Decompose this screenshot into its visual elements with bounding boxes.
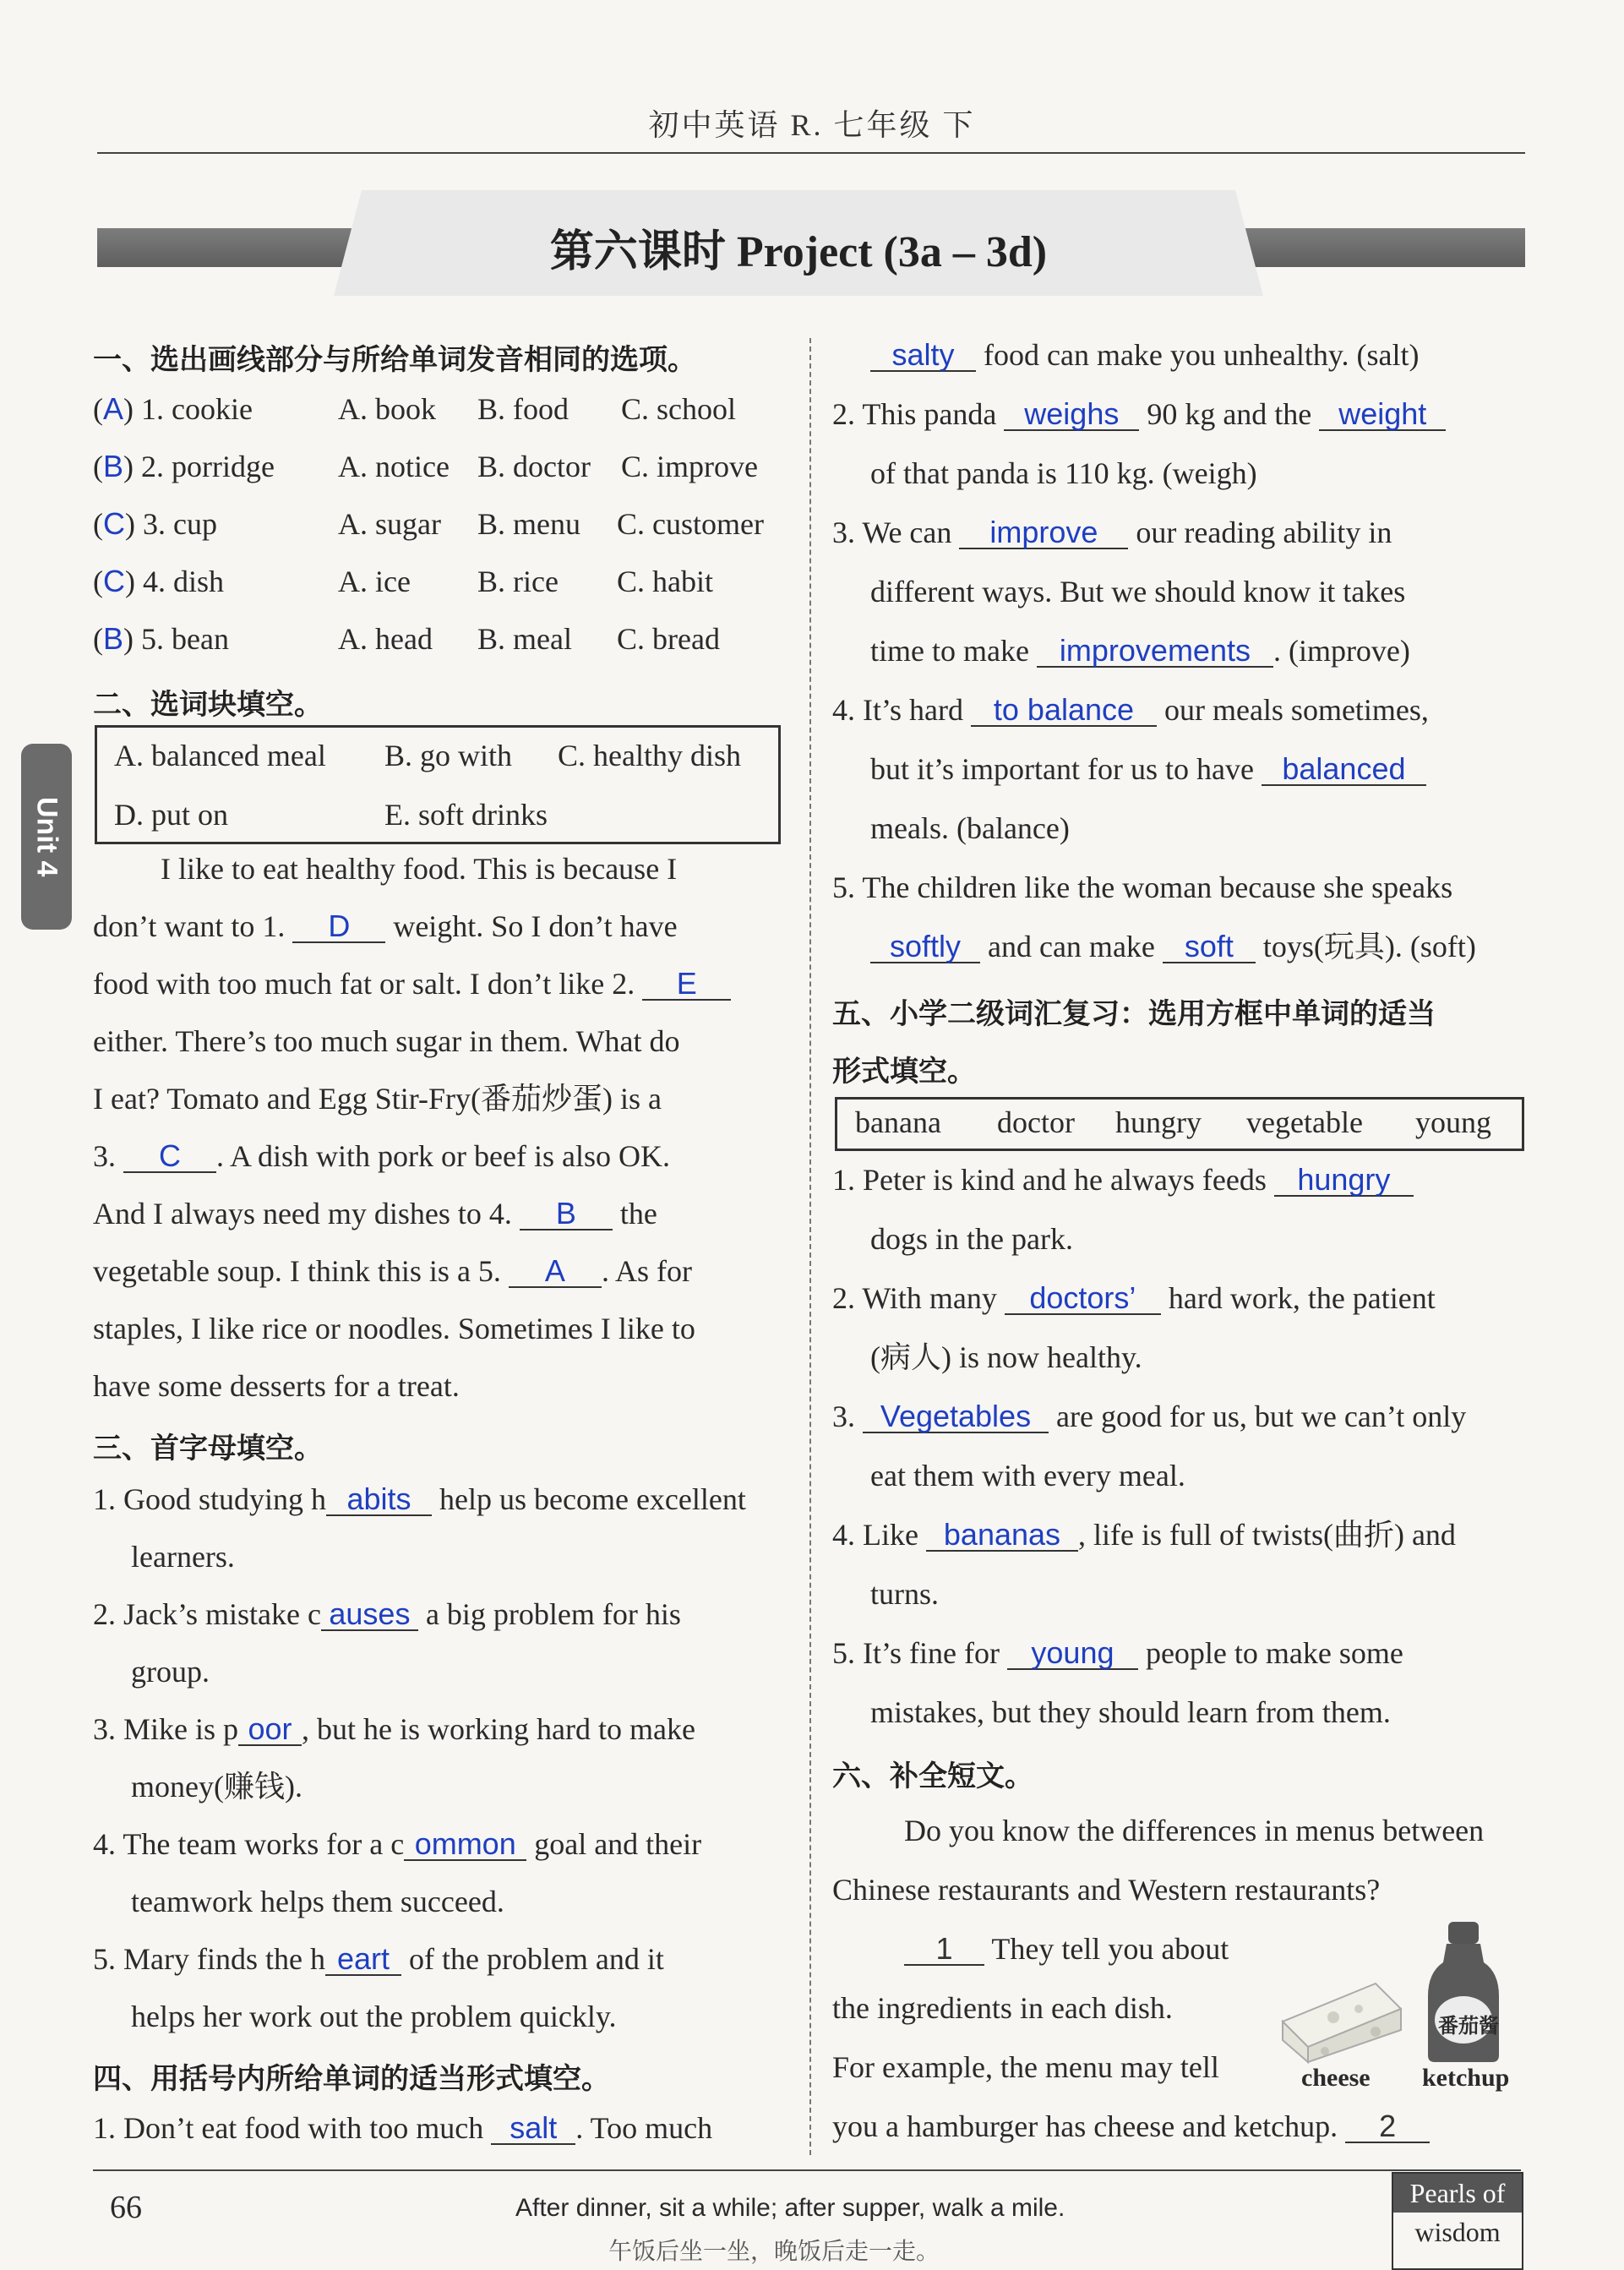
text: 3.: [93, 1139, 116, 1173]
text: And I always need my dishes to 4.: [93, 1197, 512, 1230]
q-word: dish: [173, 565, 225, 598]
blank[interactable]: [123, 1138, 216, 1173]
blank[interactable]: [238, 1711, 302, 1746]
pearls-badge: [1392, 2172, 1523, 2270]
s5-q4-cont: turns.: [870, 1577, 939, 1611]
passage-line: [93, 965, 731, 1002]
text: 4. The team works for a c: [93, 1827, 405, 1861]
bank-e: E. soft drinks: [384, 798, 548, 832]
blank[interactable]: [971, 692, 1157, 727]
s5-q1-cont: dogs in the park.: [870, 1222, 1073, 1256]
text: 2. Jack’s mistake c: [93, 1597, 321, 1631]
blank[interactable]: [1274, 1162, 1414, 1197]
passage-line: staples, I like rice or noodles. Sometimes I like to: [93, 1312, 695, 1345]
text: 1. Don’t eat food with too much: [93, 2111, 484, 2145]
answer: A: [103, 391, 124, 426]
text: weight. So I don’t have: [393, 909, 678, 943]
bank-d: D. put on: [114, 798, 228, 832]
bank-c: C. healthy dish: [558, 739, 741, 772]
text: 4. It’s hard: [832, 693, 963, 727]
badge-bottom: wisdom: [1414, 2217, 1501, 2247]
text: a big problem for his: [425, 1597, 681, 1631]
blank[interactable]: [1004, 396, 1139, 431]
answer: C: [103, 564, 125, 598]
unit-tab: Unit 4: [21, 744, 72, 930]
option-a: A. sugar: [338, 507, 441, 541]
header-rule: [97, 152, 1525, 154]
answer: B: [555, 1196, 576, 1230]
phonetics-row: (B) 5. bean: [93, 621, 229, 656]
blank[interactable]: [1037, 633, 1273, 668]
s3-q4-cont: teamwork helps them succeed.: [131, 1885, 504, 1918]
phonetics-row: (B) 2. porridge: [93, 449, 275, 483]
answer: to balance: [993, 692, 1135, 727]
answer: improve: [989, 515, 1098, 549]
text: and can make: [988, 930, 1155, 963]
answer: C: [159, 1138, 181, 1173]
blank[interactable]: [491, 2110, 575, 2145]
s5-q2-cont: (病人) is now healthy.: [870, 1340, 1142, 1374]
s4-q5: 5. The children like the woman because she speaks: [832, 870, 1453, 904]
option-c: C. school: [621, 392, 737, 426]
answer: abits: [346, 1482, 411, 1516]
blank[interactable]: [520, 1198, 613, 1230]
footer-rule: [93, 2169, 1521, 2171]
answer: E: [676, 966, 697, 1001]
answer: doctors’: [1029, 1280, 1136, 1315]
text: 5. Mary finds the h: [93, 1942, 325, 1976]
s4-q3-cont: different ways. But we should know it takes: [870, 575, 1406, 608]
s6-line: Do you know the differences in menus between: [904, 1814, 1485, 1847]
text: are good for us, but we can’t only: [1056, 1400, 1467, 1433]
text: . (improve): [1272, 634, 1410, 668]
text: goal and their: [534, 1827, 702, 1861]
blank[interactable]: [926, 1517, 1078, 1552]
text: 1. Peter is kind and he always feeds: [832, 1163, 1267, 1197]
answer: bananas: [943, 1517, 1061, 1552]
text: time to make: [870, 634, 1029, 668]
s4-q1: [93, 2109, 712, 2147]
s4-q1-cont: [870, 336, 1420, 374]
text: . A dish with pork or beef is also OK.: [216, 1139, 670, 1173]
answer: B: [103, 449, 124, 483]
s6-line: [832, 2108, 1430, 2145]
blank[interactable]: [325, 1941, 401, 1976]
option-a: A. book: [338, 392, 436, 426]
banner-bar-right: [1229, 228, 1525, 267]
s5-q3: [832, 1398, 1466, 1435]
phonetics-row: (C) 3. cup: [93, 506, 217, 541]
s3-q5-cont: helps her work out the problem quickly.: [131, 2000, 617, 2033]
q-word: cup: [173, 507, 217, 541]
s3-q3-cont: money(赚钱).: [131, 1770, 302, 1803]
text: , but he is working hard to make: [302, 1712, 695, 1746]
blank[interactable]: [404, 1826, 526, 1861]
s5-q5-cont: mistakes, but they should learn from them.: [870, 1695, 1391, 1729]
answer: auses: [329, 1596, 411, 1631]
blank[interactable]: [321, 1596, 418, 1631]
section-5-title: 五、小学二级词汇复习：选用方框中单词的适当: [832, 997, 1436, 1031]
badge-top: Pearls of: [1393, 2174, 1522, 2213]
text: 4. Like: [832, 1518, 918, 1552]
text: our meals sometimes,: [1164, 693, 1429, 727]
option-b: B. food: [477, 392, 569, 426]
answer: salt: [510, 2110, 558, 2145]
option-c: C. improve: [621, 450, 758, 483]
blank[interactable]: [642, 966, 731, 1001]
text: our reading ability in: [1136, 516, 1392, 549]
q-num: 2.: [141, 450, 165, 483]
answer: oor: [248, 1711, 292, 1746]
section-2-title: 二、选词块填空。: [93, 688, 323, 722]
passage-line: [93, 1195, 657, 1232]
blank[interactable]: [870, 931, 980, 963]
section-4-title: 四、用括号内所给单词的适当形式填空。: [93, 2062, 610, 2096]
option-b: B. rice: [477, 565, 559, 598]
option-b: B. doctor: [477, 450, 591, 483]
answer: Vegetables: [880, 1399, 1032, 1433]
s4-q4-cont: [870, 750, 1426, 788]
answer: eart: [336, 1941, 390, 1976]
s3-q2-cont: group.: [131, 1655, 210, 1689]
s5-q3-cont: eat them with every meal.: [870, 1459, 1185, 1492]
answer: hungry: [1297, 1162, 1391, 1197]
blank-2[interactable]: [1345, 2111, 1430, 2143]
s5-q1: [832, 1161, 1414, 1198]
text: They tell you about: [991, 1932, 1229, 1966]
text: the: [619, 1197, 657, 1230]
text: vegetable soup. I think this is a 5.: [93, 1254, 501, 1288]
s4-q2: [832, 396, 1446, 433]
text: 3.: [832, 1400, 855, 1433]
word-vegetable: vegetable: [1246, 1105, 1363, 1139]
text: of the problem and it: [408, 1942, 664, 1976]
answer: ommon: [414, 1826, 516, 1861]
answer: balanced: [1282, 751, 1406, 786]
option-c: C. customer: [617, 507, 764, 541]
word-doctor: doctor: [997, 1105, 1075, 1139]
running-header: 初中英语 R. 七年级 下: [648, 108, 976, 142]
text: don’t want to 1.: [93, 909, 286, 943]
text: help us become excellent: [439, 1482, 746, 1516]
lesson-title: 第六课时 Project (3a – 3d): [549, 228, 1048, 276]
cheese-label: cheese: [1301, 2064, 1371, 2092]
text: . Too much: [575, 2111, 713, 2145]
text: toys(玩具). (soft): [1262, 930, 1476, 963]
answer: A: [544, 1253, 565, 1288]
answer: salty: [891, 337, 955, 372]
footer-quote-cn: 午饭后坐一坐，晚饭后走一走。: [608, 2237, 940, 2265]
s4-q3-cont2: [870, 632, 1410, 669]
passage-line: [93, 1252, 692, 1290]
banner-bar-left: [97, 228, 368, 267]
answer: soft: [1184, 929, 1234, 963]
s5-q4: [832, 1516, 1456, 1553]
section-5-title-cont: 形式填空。: [832, 1055, 976, 1089]
text: 1. Good studying h: [93, 1482, 327, 1516]
blank-1[interactable]: [904, 1931, 984, 1966]
text: 2. This panda: [832, 397, 997, 431]
blank-number: 1: [935, 1931, 953, 1966]
text: , life is full of twists(曲折) and: [1077, 1518, 1456, 1552]
s3-q3: [93, 1711, 695, 1748]
page-number: 66: [110, 2190, 142, 2225]
ketchup-label: ketchup: [1422, 2064, 1510, 2092]
passage-line: either. There’s too much sugar in them. What do: [93, 1024, 680, 1058]
q-word: bean: [172, 622, 229, 656]
s3-q2: [93, 1596, 681, 1633]
text: 2. With many: [832, 1281, 997, 1315]
option-a: A. head: [338, 622, 433, 656]
s3-q1-cont: learners.: [131, 1540, 235, 1574]
answer: weighs: [1024, 396, 1120, 431]
blank[interactable]: [326, 1484, 432, 1516]
ketchup-bottle-icon: [1421, 1920, 1506, 2064]
blank[interactable]: [1007, 1635, 1138, 1670]
text: 5. It’s fine for: [832, 1636, 1000, 1670]
blank-number: 2: [1379, 2109, 1397, 2143]
footer-quote: After dinner, sit a while; after supper, walk a mile.: [515, 2194, 1065, 2222]
q-num: 5.: [141, 622, 165, 656]
blank[interactable]: [1262, 751, 1426, 786]
text: hard work, the patient: [1168, 1281, 1436, 1315]
blank[interactable]: [863, 1401, 1049, 1433]
s4-q4: [832, 691, 1429, 728]
s4-q4-cont2: meals. (balance): [870, 811, 1070, 845]
option-c: C. bread: [617, 622, 720, 656]
blank[interactable]: [959, 517, 1128, 549]
answer: D: [328, 909, 351, 943]
bank-b: B. go with: [384, 739, 513, 772]
passage-line: [93, 908, 678, 945]
blank[interactable]: [1005, 1280, 1161, 1315]
blank[interactable]: [509, 1253, 602, 1288]
section-1-title: 一、选出画线部分与所给单词发音相同的选项。: [93, 343, 696, 377]
blank[interactable]: [870, 337, 976, 372]
option-b: B. menu: [477, 507, 580, 541]
s6-line: [904, 1930, 1229, 1967]
text: food can make you unhealthy. (salt): [984, 338, 1420, 372]
passage-line: [93, 1138, 670, 1175]
s6-line: the ingredients in each dish.: [832, 1991, 1173, 2025]
answer: B: [103, 621, 124, 656]
passage-line: I like to eat healthy food. This is because I: [161, 852, 678, 886]
text: 90 kg and the: [1147, 397, 1312, 431]
phonetics-row: (A) 1. cookie: [93, 391, 253, 426]
passage-line: I eat? Tomato and Egg Stir-Fry(番茄炒蛋) is a: [93, 1082, 662, 1116]
section-3-title: 三、首字母填空。: [93, 1432, 323, 1465]
text: food with too much fat or salt. I don’t like 2.: [93, 967, 635, 1001]
s5-q2: [832, 1280, 1436, 1317]
text: 3. Mike is p: [93, 1712, 239, 1746]
option-a: A. notice: [338, 450, 450, 483]
text: people to make some: [1145, 1636, 1403, 1670]
s3-q1: [93, 1481, 746, 1518]
blank[interactable]: [1163, 931, 1256, 963]
passage-line: have some desserts for a treat.: [93, 1369, 460, 1403]
word-young: young: [1415, 1105, 1491, 1139]
text: but it’s important for us to have: [870, 752, 1254, 786]
answer: softly: [889, 929, 962, 963]
ketchup-bottle-label: 番茄酱: [1438, 2014, 1499, 2038]
s6-line: For example, the menu may tell: [832, 2050, 1219, 2084]
answer: young: [1031, 1635, 1114, 1670]
q-word: cookie: [172, 392, 253, 426]
word-banana: banana: [855, 1105, 941, 1139]
q-num: 3.: [143, 507, 166, 541]
phonetics-row: (C) 4. dish: [93, 564, 225, 598]
s6-line: Chinese restaurants and Western restaurants?: [832, 1873, 1381, 1907]
blank[interactable]: [1319, 396, 1446, 431]
answer: improvements: [1059, 633, 1251, 668]
s3-q4: [93, 1825, 701, 1863]
q-word: porridge: [172, 450, 275, 483]
s5-q5: [832, 1634, 1403, 1672]
bank-a: A. balanced meal: [114, 739, 326, 772]
word-hungry: hungry: [1115, 1105, 1202, 1139]
answer: C: [103, 506, 125, 541]
s3-q5: [93, 1940, 664, 1978]
s4-q2-cont: of that panda is 110 kg. (weigh): [870, 456, 1257, 490]
blank[interactable]: [292, 911, 385, 943]
option-c: C. habit: [617, 565, 713, 598]
text: . As for: [601, 1254, 692, 1288]
cheese-icon: [1274, 1962, 1409, 2064]
option-a: A. ice: [338, 565, 411, 598]
section-6-title: 六、补全短文。: [832, 1760, 1033, 1793]
column-divider: [809, 338, 811, 2155]
option-b: B. meal: [477, 622, 572, 656]
s4-q3: [832, 514, 1392, 551]
q-num: 4.: [143, 565, 166, 598]
text: 3. We can: [832, 516, 952, 549]
s4-q5-cont: [870, 928, 1476, 965]
answer: weight: [1338, 396, 1427, 431]
text: you a hamburger has cheese and ketchup.: [832, 2109, 1338, 2143]
q-num: 1.: [141, 392, 165, 426]
